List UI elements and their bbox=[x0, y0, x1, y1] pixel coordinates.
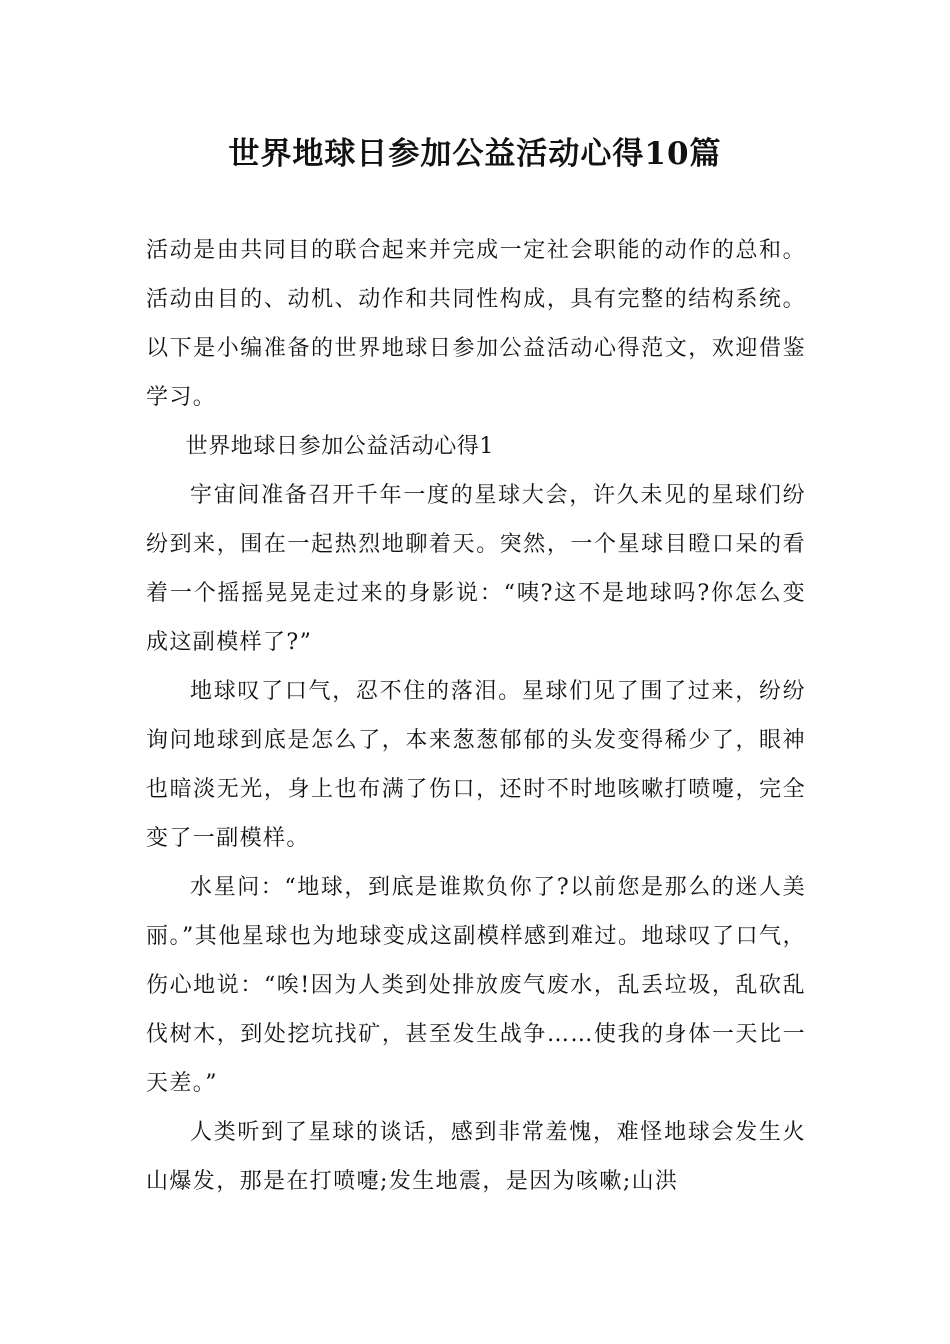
body-paragraph-3: 水星问：“地球，到底是谁欺负你了?以前您是那么的迷人美丽。”其他星球也为地球变成这副模样感到难过。地球叹了口气，伤心地说：“唉!因为人类到处排放废气废水，乱丢垃圾，乱砍乱伐树木，到处挖坑找矿，甚至发生战争……使我的身体一天比一天差。” bbox=[146, 875, 806, 1096]
document-title: 世界地球日参加公益活动心得10篇 bbox=[228, 136, 722, 172]
section-heading: 世界地球日参加公益活动心得1 bbox=[185, 434, 494, 459]
intro-paragraph: 活动是由共同目的联合起来并完成一定社会职能的动作的总和。活动由目的、动机、动作和共同性构成，具有完整的结构系统。以下是小编准备的世界地球日参加公益活动心得范文，欢迎借鉴学习。 bbox=[146, 238, 806, 410]
body-paragraph-4: 人类听到了星球的谈话，感到非常羞愧，难怪地球会发生火山爆发，那是在打喷嚏;发生地震，是因为咳嗽;山洪 bbox=[146, 1120, 806, 1194]
body-paragraph-1: 宇宙间准备召开千年一度的星球大会，许久未见的星球们纷纷到来，围在一起热烈地聊着天。突然，一个星球目瞪口呆的看着一个摇摇晃晃走过来的身影说：“咦?这不是地球吗?你怎么变成这副模样了?” bbox=[146, 483, 806, 655]
document-body bbox=[146, 226, 806, 1206]
body-paragraph-2: 地球叹了口气，忍不住的落泪。星球们见了围了过来，纷纷询问地球到底是怎么了，本来葱葱郁郁的头发变得稀少了，眼神也暗淡无光，身上也布满了伤口，还时不时地咳嗽打喷嚏，完全变了一副模样。 bbox=[146, 679, 806, 851]
